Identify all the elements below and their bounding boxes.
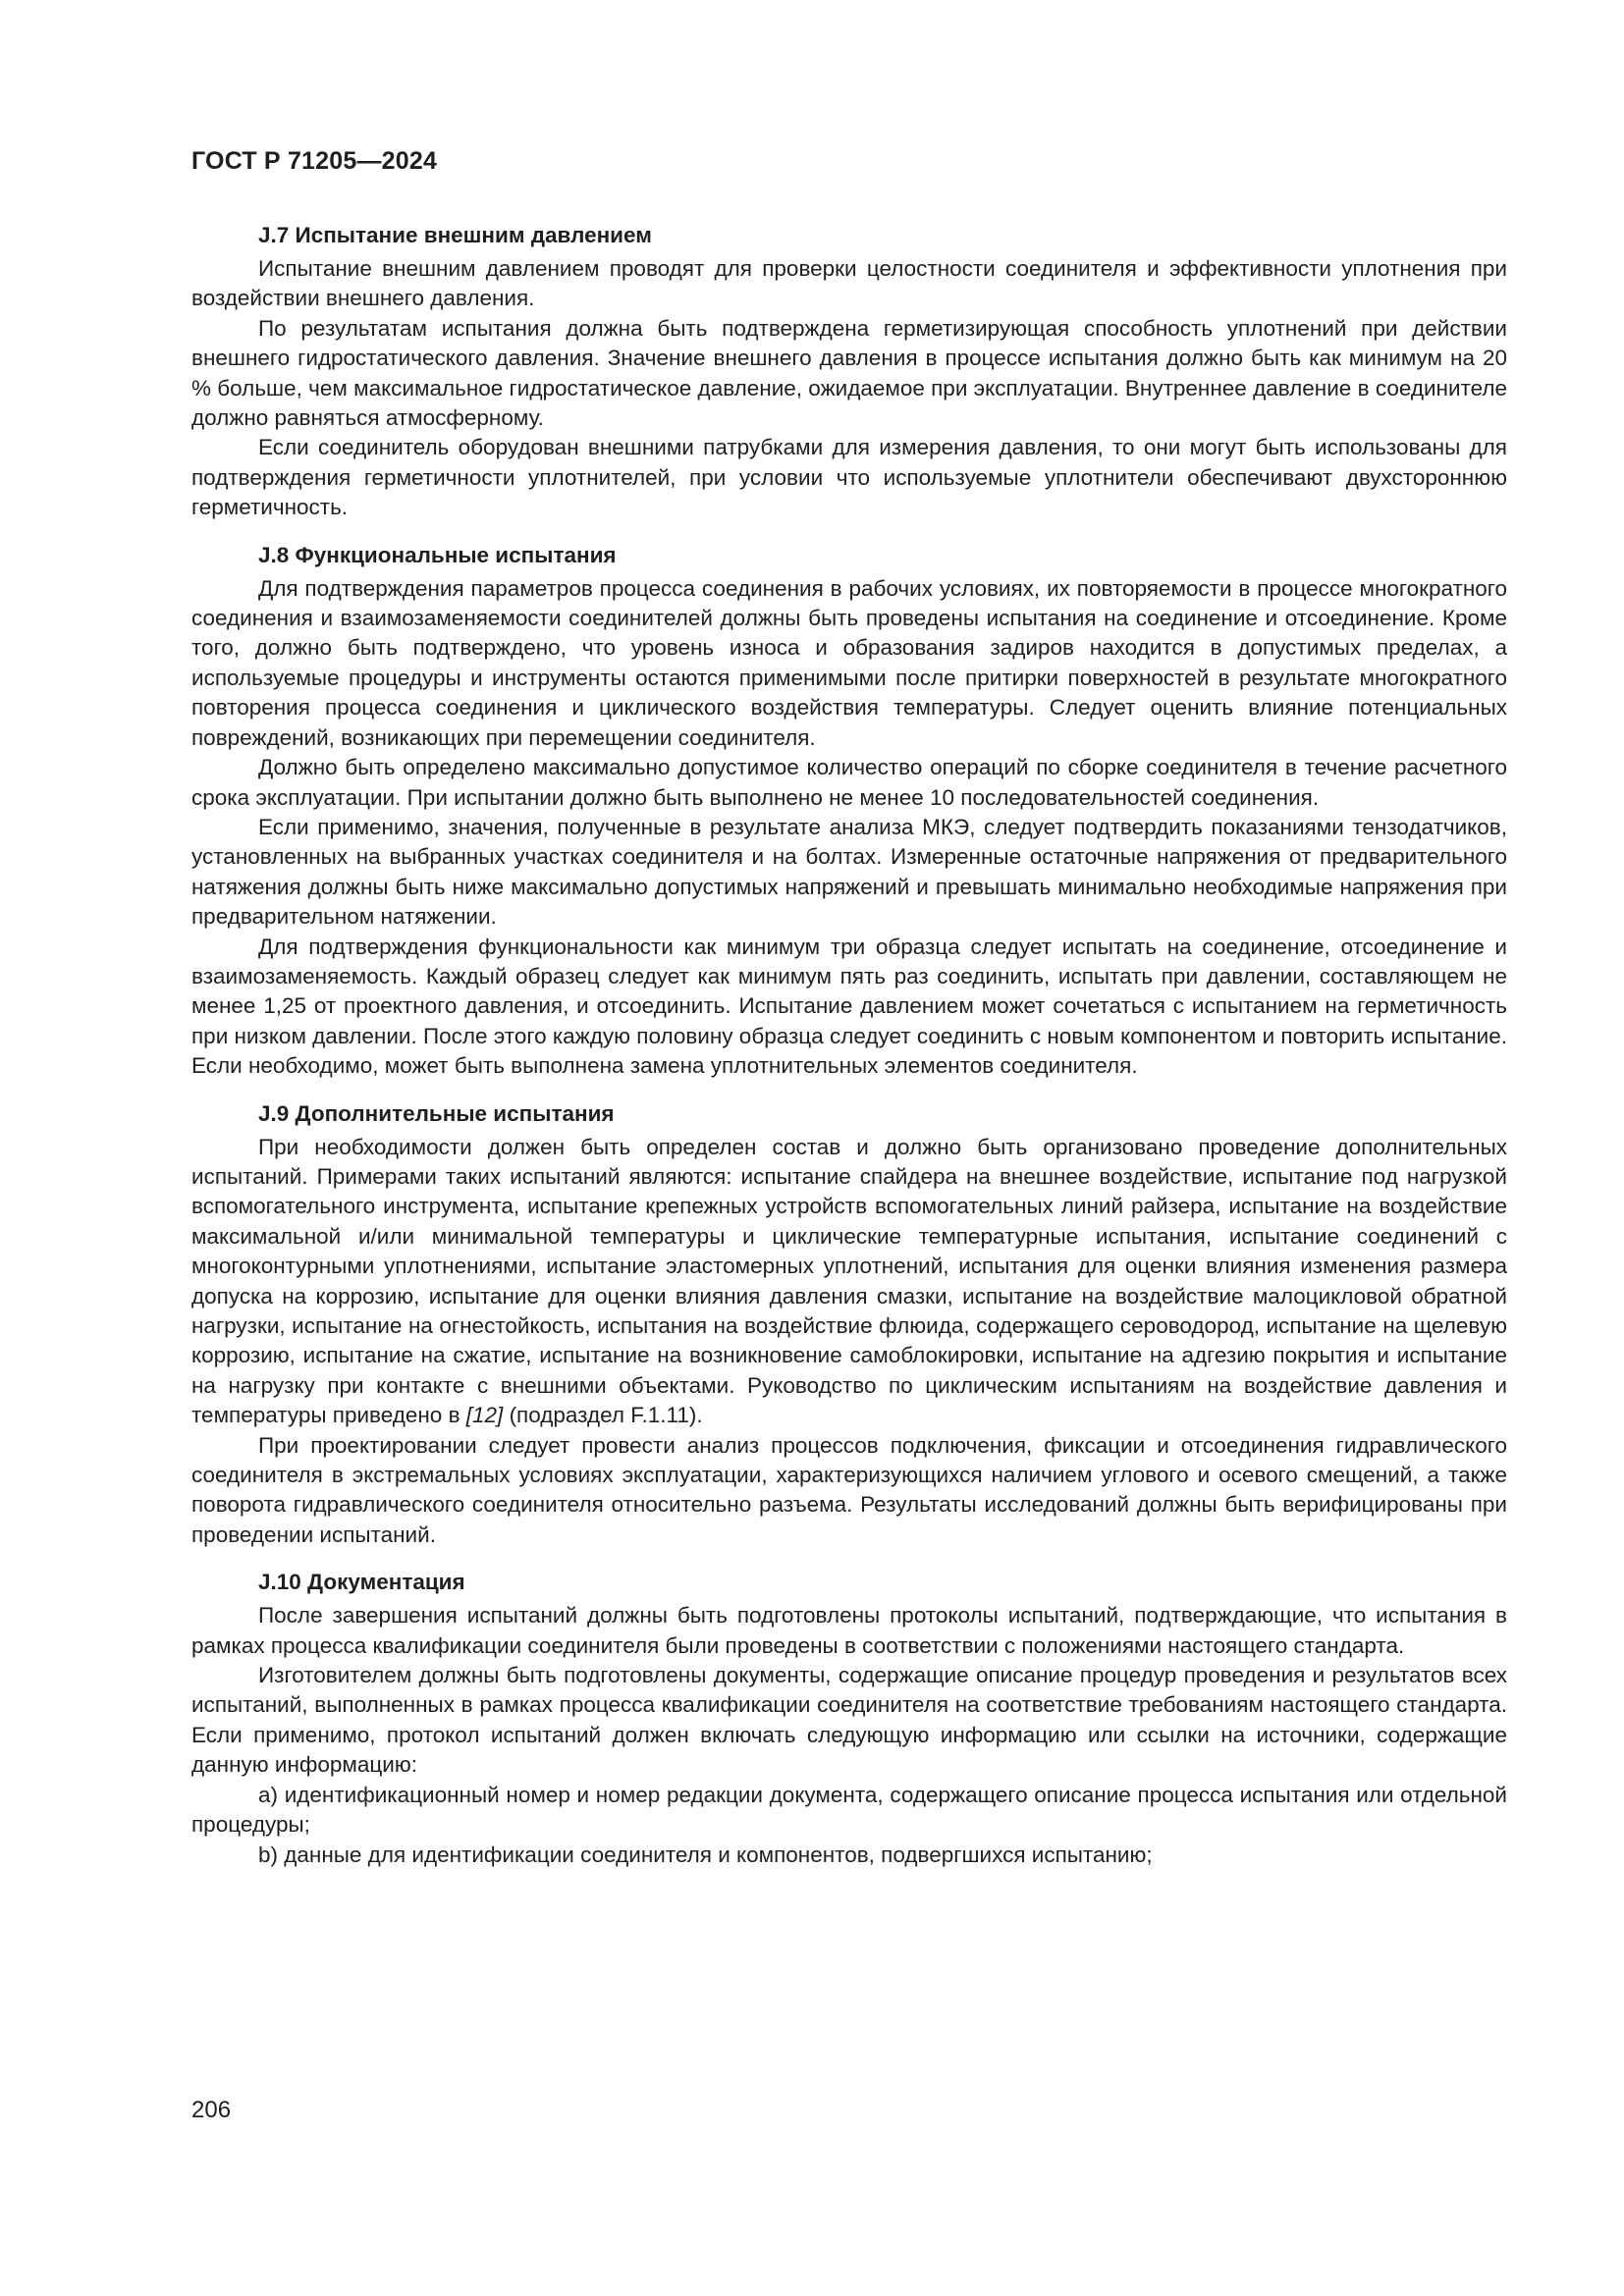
paragraph-text: (подраздел F.1.11). — [503, 1403, 703, 1428]
paragraph: Испытание внешним давлением проводят для проверки целостности соединителя и эффективности уплотнения при воздействии внешнего давления. — [191, 256, 1507, 311]
bibliography-reference: [12] — [465, 1403, 504, 1428]
paragraph: При проектировании следует провести анализ процессов подключения, фиксации и отсоединения гидравлического соединителя в экстремальных условиях эксплуатации, характеризующихся наличием углового и осевого смещений, а также поворота гидравлического соединителя относительно разъема. Результаты исследований должны быть верифицированы при проведении испытаний. — [191, 1432, 1507, 1547]
list-item: b) данные для идентификации соединителя и компонентов, подвергшихся испытанию; — [258, 1842, 1153, 1867]
section-title-j9: J.9 Дополнительные испытания — [258, 1100, 615, 1126]
paragraph: Для подтверждения функциональности как минимум три образца следует испытать на соединение, отсоединение и взаимозаменяемость. Каждый образец следует как минимум пять раз соединить, испытать при давлении, составляющем не менее 1,25 от проектного давления, и отсоединить. Испытание давлением может сочетаться с испытанием на герметичность при низком давлении. После этого каждую половину образца следует соединить с новым компонентом и повторить испытание. Если необходимо, может быть выполнена замена уплотнительных элементов соединителя. — [191, 934, 1507, 1079]
section-spacer — [191, 523, 1507, 541]
paragraph: После завершения испытаний должны быть подготовлены протоколы испытаний, подтверждающие, что испытания в рамках процесса квалификации соединителя были проведены в соответствии с положениями настоящего стандарта. — [191, 1603, 1507, 1658]
section-title-j7: J.7 Испытание внешним давлением — [258, 223, 652, 247]
paragraph: Если применимо, значения, полученные в результате анализа МКЭ, следует подтвердить показаниями тензодатчиков, установленных на выбранных участках соединителя и на болтах. Измеренные остаточные напряжения от предварительного натяжения должны быть ниже максимально допустимых напряжений и превышать минимально необходимые напряжения при предварительном натяжении. — [191, 814, 1507, 930]
paragraph: Для подтверждения параметров процесса соединения в рабочих условиях, их повторяемости в процессе многократного соединения и взаимозаменяемости соединителей должны быть проведены испытания на соединение и отсоединение. Кроме того, должно быть подтверждено, что уровень износа и образования задиров находится в допустимых пределах, а используемые процедуры и инструменты остаются применимыми после притирки поверхностей в результате многократного повторения процесса соединения и циклического воздействия температуры. Следует оценить влияние потенциальных повреждений, возникающих при перемещении соединителя. — [191, 575, 1507, 750]
section-title-j8: J.8 Функциональные испытания — [258, 542, 617, 567]
paragraph — [191, 1133, 1507, 1431]
document-body — [191, 221, 1507, 1870]
section-spacer — [191, 1550, 1507, 1568]
document-header-id: ГОСТ Р 71205—2024 — [191, 147, 438, 175]
paragraph: По результатам испытания должна быть подтверждена герметизирующая способность уплотнений при действии внешнего гидростатического давления. Значение внешнего давления в процессе испытания должно быть как минимум на 20 % больше, чем максимальное гидростатическое давление, ожидаемое при эксплуатации. Внутреннее давление в соединителе должно равняться атмосферному. — [191, 315, 1507, 431]
paragraph: Изготовителем должны быть подготовлены документы, содержащие описание процедур проведения и результатов всех испытаний, выполненных в рамках процесса квалификации соединителя на соответствие требованиям настоящего стандарта. Если применимо, протокол испытаний должен включать следующую информацию или ссылки на источники, содержащие данную информацию: — [191, 1663, 1507, 1778]
page-number: 206 — [191, 2097, 232, 2123]
paragraph-text: При необходимости должен быть определен состав и должно быть организовано проведение дополнительных испытаний. Примерами таких испытаний являются: испытание спайдера на внешнее воздействие, испытание под нагрузкой вспомогательного инструмента, испытание крепежных устройств вспомогательных линий райзера, испытание на воздействие максимальной и/или минимальной температуры и циклические температурные испытания, испытание соединений с многоконтурными уплотнениями, испытание эластомерных уплотнений, испытания для оценки влияния изменения размера допуска на коррозию, испытание для оценки влияния давления смазки, испытание на воздействие малоцикловой обратной нагрузки, испытание на огнестойкость, испытания на воздействие флюида, содержащего сероводород, испытание на щелевую коррозию, испытание на сжатие, испытание на возникновение самоблокировки, испытание на адгезию покрытия и испытание на нагрузку при контакте с внешними объектами. Руководство по циклическим испытаниям на воздействие давления и температуры приведено в — [191, 1134, 1507, 1428]
section-title-j10: J.10 Документация — [258, 1570, 465, 1595]
list-item: а) идентификационный номер и номер редакции документа, содержащего описание процесса испытания или отдельной процедуры; — [191, 1782, 1507, 1838]
paragraph: Должно быть определено максимально допустимое количество операций по сборке соединителя в течение расчетного срока эксплуатации. При испытании должно быть выполнено не менее 10 последовательностей соединения. — [191, 755, 1507, 810]
section-spacer — [191, 1082, 1507, 1099]
paragraph: Если соединитель оборудован внешними патрубками для измерения давления, то они могут быть использованы для подтверждения герметичности уплотнителей, при условии что используемые уплотнители обеспечивают двухстороннюю герметичность. — [191, 435, 1507, 520]
